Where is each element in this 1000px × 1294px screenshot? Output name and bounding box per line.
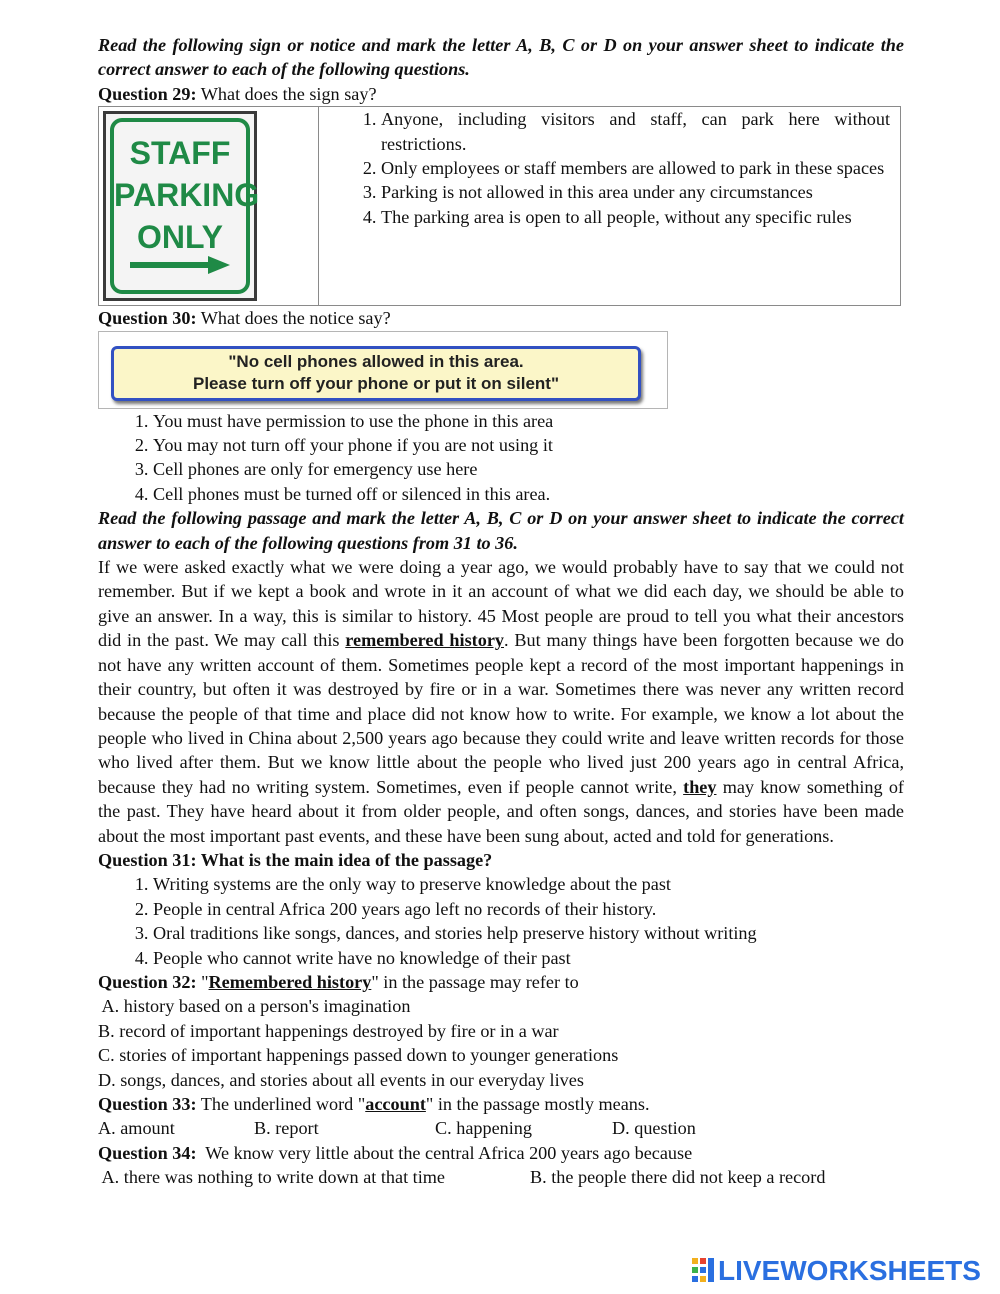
passage-part-3: may know something of the past. They have heard about it from older people, and often songs, dances, and stories have been made about the most important past events, and these have been sung about, acted and told for generations. [98, 776, 904, 846]
question-33-pre: The underlined word " [196, 1094, 366, 1114]
question-32-term: Remembered history [208, 971, 372, 992]
logo-blocks-icon [692, 1258, 714, 1284]
question-32-label: Question 32: [98, 971, 197, 992]
q34-option-b[interactable]: B. the people there did not keep a record [530, 1167, 826, 1188]
reading-passage [98, 555, 904, 848]
q31-option-2[interactable]: 2. People in central Africa 200 years ago left no records of their history. [153, 897, 904, 921]
no-phones-notice [111, 346, 641, 401]
question-34-label: Question 34: [98, 1142, 197, 1163]
q30-option-3[interactable]: 3. Cell phones are only for emergency use here [153, 457, 904, 481]
q30-option-1[interactable]: 1. You must have permission to use the phone in this area [153, 409, 904, 433]
q30-option-2[interactable]: 2. You may not turn off your phone if you are not using it [153, 433, 904, 457]
question-31-options [98, 872, 904, 970]
staff-parking-sign [103, 111, 260, 301]
notice-line-2: Please turn off your phone or put it on silent" [192, 373, 559, 393]
q29-option-1[interactable]: 1. Anyone, including visitors and staff, can park here without restrictions. [381, 107, 890, 156]
sign-line-2: PARKING [114, 177, 260, 214]
sign-image-cell [99, 107, 319, 305]
question-29-table [98, 106, 901, 306]
q34-option-a[interactable]: A. there was nothing to write down at that time [98, 1167, 446, 1188]
q33-option-d[interactable]: D. question [612, 1118, 696, 1139]
question-34-text: We know very little about the central Africa 200 years ago because [196, 1142, 693, 1163]
passage-underlined-they: they [683, 776, 717, 797]
question-29-options [319, 107, 900, 305]
question-34-options [98, 1165, 904, 1189]
worksheet-page [98, 33, 904, 1190]
question-33-options [98, 1116, 904, 1140]
q31-option-4[interactable]: 4. People who cannot write have no knowledge of their past [153, 946, 904, 970]
passage-underlined-remembered-history: remembered history [345, 630, 504, 651]
question-30-text: What does the notice say? [200, 308, 391, 329]
question-31-title: Question 31: What is the main idea of the passage? [98, 849, 493, 870]
q29-option-2[interactable]: 2. Only employees or staff members are allowed to park in these spaces [381, 156, 890, 180]
sign-line-3: ONLY [137, 219, 223, 256]
question-32-post: " in the passage may refer to [371, 971, 579, 992]
q32-option-d[interactable]: D. songs, dances, and stories about all events in our everyday lives [98, 1069, 584, 1090]
question-30 [98, 306, 904, 330]
q32-option-a[interactable]: A. history based on a person's imagination [98, 996, 411, 1017]
question-30-options [98, 409, 904, 507]
q30-option-4[interactable]: 4. Cell phones must be turned off or silenced in this area. [153, 482, 904, 506]
q33-option-a[interactable]: A. amount [98, 1118, 175, 1139]
instruction-signs: Read the following sign or notice and mark the letter A, B, C or D on your answer sheet to indicate the correct answer to each of the following questions. [98, 35, 904, 80]
q29-option-3[interactable]: 3. Parking is not allowed in this area under any circumstances [381, 180, 890, 204]
q31-option-3[interactable]: 3. Oral traditions like songs, dances, and stories help preserve history without writing [153, 921, 904, 945]
q33-option-b[interactable]: B. report [254, 1118, 319, 1139]
question-32 [98, 970, 904, 994]
question-29-text: What does the sign say? [200, 83, 377, 104]
q33-option-c[interactable]: C. happening [435, 1118, 532, 1139]
question-33-label: Question 33: [98, 1094, 197, 1114]
question-33-term: account [365, 1094, 426, 1114]
question-30-label: Question 30: [98, 308, 197, 329]
q29-option-4[interactable]: 4. The parking area is open to all people, without any specific rules [381, 205, 890, 229]
question-34 [98, 1141, 904, 1165]
right-arrow-icon [130, 256, 230, 274]
question-29-label: Question 29: [98, 83, 197, 104]
q32-option-c[interactable]: C. stories of important happenings passed down to younger generations [98, 1045, 619, 1066]
question-29 [98, 82, 904, 106]
sign-line-1: STAFF [129, 135, 231, 172]
passage-part-2: . But many things have been forgotten because we do not have any written account of them. Sometimes people kept a record of the most important happenings in their country, but often it was destroyed by fire or in a war. Sometimes there was never any written record because the people of that time and place did not know how to write. For example, we know a lot about the people who lived in China about 2,500 years ago because they could write and leave written records for those who lived after them. But we know little about the people who lived just 200 years ago in central Africa, because they had no writing system. Sometimes, even if people cannot write, [98, 630, 905, 797]
q31-option-1[interactable]: 1. Writing systems are the only way to preserve knowledge about the past [153, 872, 904, 896]
question-33-post: " in the passage mostly means. [425, 1094, 650, 1114]
question-32-pre: " [196, 971, 209, 992]
q32-option-b[interactable]: B. record of important happenings destroyed by fire or in a war [98, 1020, 559, 1041]
logo-text: LIVEWORKSHEETS [718, 1254, 981, 1286]
notice-line-1: "No cell phones allowed in this area. [228, 351, 524, 371]
instruction-passage: Read the following passage and mark the letter A, B, C or D on your answer sheet to indicate the correct answer to each of the following questions from 31 to 36. [98, 508, 904, 553]
question-33 [98, 1092, 904, 1116]
passage-part-1: If we were asked exactly what we were doing a year ago, we would probably have to say that we could not remember. But if we kept a book and wrote in it an account of what we did each day, we should be able to give an answer. In a way, this is similar to history. 45 Most people are proud to tell you what their ancestors did in the past. We may call this [98, 557, 904, 651]
liveworksheets-logo [692, 1254, 981, 1288]
notice-image [98, 331, 668, 409]
